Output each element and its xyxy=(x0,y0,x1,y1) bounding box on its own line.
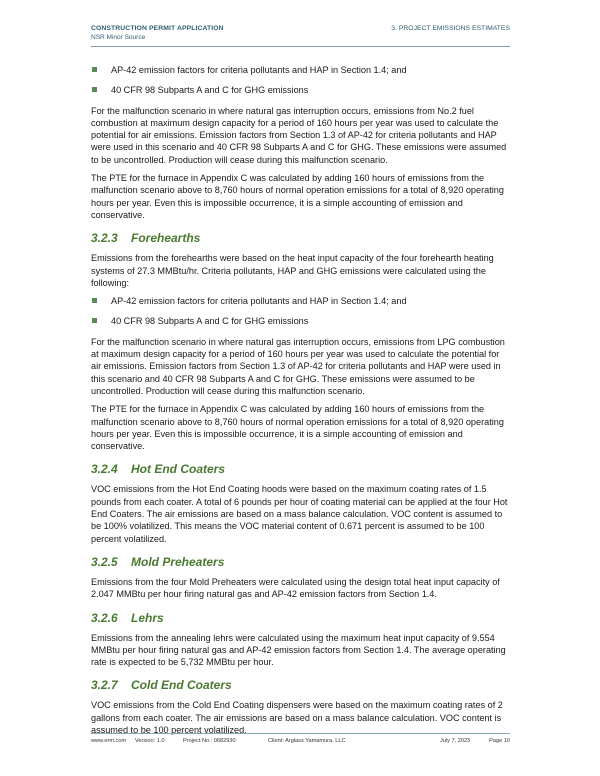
bullet-text: AP-42 emission factors for criteria pollutants and HAP in Section 1.4; and xyxy=(111,65,407,75)
bullet-text: AP-42 emission factors for criteria pollutants and HAP in Section 1.4; and xyxy=(111,296,407,307)
paragraph: VOC emissions from the Hot End Coating hoods were based on the maximum coating rates of 1.5 pounds from each coater. A total of 6 pounds per hour of coating material can be applied at the four Hot End Coaters. The air emissions are based on a mass balance calculation. VOC content is assumed to be 100% volatilized. This means the VOC material content of 0.671 percent is assumed to be 100 percent volatilized. xyxy=(91,484,508,544)
footer-version: Version: 1.0 xyxy=(135,738,165,744)
footer-project: Project No.: 0682930 xyxy=(183,738,236,744)
header-title: CONSTRUCTION PERMIT APPLICATION xyxy=(91,25,224,32)
section-title: Hot End Coaters xyxy=(131,462,226,477)
paragraph: For the malfunction scenario in where natural gas interruption occurs, emissions from No.2 fuel combustion at maximum design capacity for a period of 160 hours per year was used to calculate the potential for air emissions. Emission factors from Section 1.3 of AP-42 for criteria pollutants and HAP were used in this scenario and 40 CFR 98 Subparts A and C for GHG. These emissions were assumed to be uncontrolled. Production will cease during this malfunction scenario. xyxy=(91,105,507,165)
section-heading-mold-preheaters xyxy=(91,555,511,569)
section-heading-cold-end-coaters xyxy=(91,678,511,692)
section-number: 3.2.4 xyxy=(91,462,118,477)
section-title: Mold Preheaters xyxy=(131,554,225,569)
paragraph: Emissions from the four Mold Preheaters were calculated using the design total heat input capacity of 2.047 MMBtu per hour firing natural gas and AP-42 emission factors from Section 1.4. xyxy=(91,576,500,600)
section-title: Lehrs xyxy=(131,610,164,625)
section-heading-forehearths xyxy=(91,231,511,245)
header-section: 3. PROJECT EMISSIONS ESTIMATES xyxy=(391,25,510,32)
paragraph: The PTE for the furnace in Appendix C was calculated by adding 160 hours of emissions from the malfunction scenario above to 8,760 hours of normal operation emissions for a total of 8,920 operating hours per year. Even this is impossible occurrence, it is a simple accounting of emission and conservative. xyxy=(91,173,504,220)
footer-page-number: Page 10 xyxy=(489,738,510,744)
section-number: 3.2.5 xyxy=(91,554,118,569)
footer-date: July 7, 2023 xyxy=(440,738,471,744)
document-body xyxy=(91,64,511,742)
paragraph: For the malfunction scenario in where natural gas interruption occurs, emissions from LPG combustion at maximum design capacity for a period of 160 hours per year was used to calculate the potential for air emissions. Emission factors from Section 1.3 of AP-42 for criteria pollutants and HAP were used in this scenario and 40 CFR 98 Subparts A and C for GHG. These emissions were assumed to be uncontrolled. Production will cease during this malfunction scenario. xyxy=(91,336,505,396)
page-header xyxy=(91,25,510,47)
section-number: 3.2.3 xyxy=(91,231,118,246)
bullet-square-icon xyxy=(92,298,97,303)
list-item xyxy=(91,315,511,327)
paragraph: Emissions from the forehearths were based on the heat input capacity of the four forehearth heating systems of 27.3 MMBtu/hr. Criteria pollutants, HAP and GHG emissions were calculated using the following: xyxy=(91,253,494,288)
section-number: 3.2.7 xyxy=(91,678,118,693)
paragraph: Emissions from the annealing lehrs were calculated using the maximum heat input capacity of 9.554 MMBtu per hour firing natural gas and AP-42 emission factors from Section 1.4. The average operating rate is expected to be 5,732 MMBtu per hour. xyxy=(91,632,506,668)
list-item xyxy=(91,84,511,96)
bullet-text: 40 CFR 98 Subparts A and C for GHG emissions xyxy=(111,316,309,327)
bullet-square-icon xyxy=(92,67,97,72)
section-title: Forehearths xyxy=(131,231,201,246)
bullet-square-icon xyxy=(92,87,97,92)
section-heading-lehrs xyxy=(91,611,511,625)
list-item xyxy=(91,64,511,76)
footer-website: www.erm.com xyxy=(91,738,127,744)
footer-client: Client: Arglass Yamamura, LLC xyxy=(268,738,346,744)
bullet-text: 40 CFR 98 Subparts A and C for GHG emissions xyxy=(111,85,309,96)
header-subtitle: NSR Minor Source xyxy=(91,34,146,41)
paragraph: The PTE for the furnace in Appendix C was calculated by adding 160 hours of emissions from the malfunction scenario above to 8,760 hours of normal operation emissions for a total of 8,920 operating hours per year. Even this is impossible occurrence, it is a simple accounting of emission and conservative. xyxy=(91,404,504,452)
section-title: Cold End Coaters xyxy=(131,678,232,693)
section-number: 3.2.6 xyxy=(91,610,118,625)
paragraph: VOC emissions from the Cold End Coating dispensers were based on the maximum coating rates of 2 gallons from each coater. The air emissions are based on a mass balance calculation. VOC content is assumed to be 100 percent volatilized. xyxy=(91,700,503,735)
list-item xyxy=(91,295,511,307)
page-footer xyxy=(91,733,510,744)
section-heading-hot-end-coaters xyxy=(91,462,511,476)
bullet-square-icon xyxy=(92,318,97,323)
